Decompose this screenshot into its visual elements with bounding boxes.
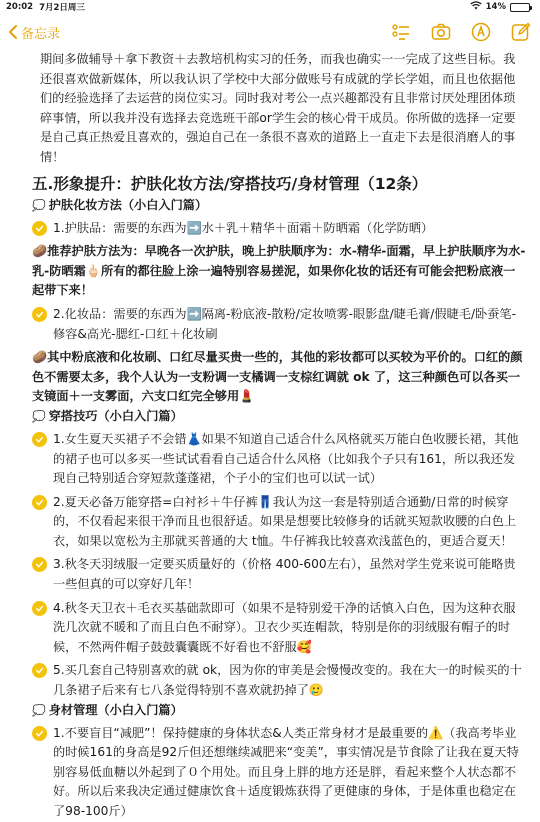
battery-icon [510,3,530,12]
checklist-item-text: 2.化妆品：需要的东西为➡️隔离-粉底液-散粉/定妆喷雾-眼影盘/睫毛膏/假睫毛/卧蚕笔-修容&高光-腮红-口红＋化妆刷 [53,306,517,341]
checklist-item [32,493,526,552]
note-body[interactable] [0,50,540,818]
subheading-outfits [32,407,526,426]
checklist-icon [391,22,411,42]
subheading-label: 护肤化妆方法（小白入门篇） [48,197,208,212]
status-time: 20:02 [6,2,34,12]
checklist-item [32,555,526,594]
checked-circle-icon[interactable] [32,307,47,322]
checklist-item [32,724,526,822]
checklist-item-text: 2.夏天必备万能穿搭=白衬衫＋牛仔裤👖我认为这一套是特别适合通勤/日常的时候穿的，不仅看起来很干净而且也很舒适。如果是想要比较修身的话就买短款收腰的白色上衣，如果以宽松为主那就买普通的大 t恤。牛仔裤我比较喜欢浅蓝色的，更适合夏天！ [53,494,517,548]
checklist-item-text: 3.秋冬天羽绒服一定要买质量好的（价格 400-600左右），虽然对学生党来说可能略贵一些但真的可以穿好几年！ [53,557,516,592]
status-date: 7月2日周三 [39,3,85,13]
checklist-item [32,219,526,239]
speech-bubble-icon: 💭 [32,409,46,423]
checked-circle-icon[interactable] [32,221,47,236]
section-title: 五.形象提升：护肤化妆方法/穿搭技巧/身材管理（12条） [32,174,428,193]
checklist-button[interactable] [390,21,412,43]
compose-icon [511,22,531,42]
checklist-item-text: 1.女生夏天买裙子不会错👗如果不知道自己适合什么风格就买万能白色收腰长裙，其他的裙子也可以多买一些试试看看自己适合什么风格（比如我个子只有161，所以我还发现自己特别适合穿短款蓬蓬裙，个子小的宝们也可以试一试） [53,431,519,486]
checked-circle-icon[interactable] [32,601,47,616]
status-right [470,1,530,13]
pen-markup-icon [471,22,491,42]
subheading-label: 穿搭技巧（小白入门篇） [48,408,183,423]
wifi-icon [470,1,482,13]
checked-circle-icon[interactable] [32,495,47,510]
camera-icon [431,22,451,42]
checklist-item-text: 1.不要盲目“减肥”！保持健康的身体状态&人类正常身材才是最重要的⚠️（我高考毕业的时候161的身高是92斤但还想继续减肥来“变美”，事实情况是节食除了让我在夏天特别容易低血糖以外起到了０个用处。而且身上胖的地方还是胖，看起来整个人状态都不好。所以后来我决定通过健康饮食＋适度锻炼获得了更健康的身体，于是体重也稳定在了98-100斤） [53,725,519,818]
camera-button[interactable] [430,21,452,43]
back-button[interactable] [8,23,60,42]
checked-circle-icon[interactable] [32,557,47,572]
checklist-item [32,430,526,489]
status-bar [0,0,540,14]
checklist-item [32,661,526,700]
speech-bubble-icon: 💭 [32,703,46,717]
battery-percent: 14% [485,2,506,12]
checklist-item-text: 4.秋冬天卫衣＋毛衣买基础款即可（如果不是特别爱干净的话慎入白色，因为这种衣服洗几次就不暖和了而且白色不耐穿）。卫衣少买连帽款，特别是你的羽绒服有帽子的时候，不然两件帽子鼓鼓囊囊既不好看也不舒服🥰 [53,600,516,654]
subheading-body [32,701,526,720]
toolbar [0,16,540,48]
tip-paragraph: 🥔推荐护肤方法为：早晚各一次护肤，晚上护肤顺序为：水-精华-面霜，早上护肤顺序为水-乳-防晒霜🖕🏻所有的都往脸上涂一遍特别容易搓泥，如果你化妆的话还有可能会把粉底液一起带下来！ [32,244,526,298]
checklist-item-text: 5.买几套自己特别喜欢的就 ok，因为你的审美是会慢慢改变的。我在大一的时候买的十几条裙子后来有七八条觉得特别不喜欢就扔掉了🥲 [53,663,522,698]
chevron-left-icon [8,25,18,39]
markup-button[interactable] [470,21,492,43]
back-label: 备忘录 [21,26,61,42]
compose-button[interactable] [510,21,532,43]
speech-bubble-icon: 💭 [32,198,46,212]
note-paragraph: 期间多做辅导＋拿下教资＋去教培机构实习的任务，而我也确实一一完成了这些目标。我还很喜欢做新媒体，所以我认识了学校中大部分做账号有成就的学长学姐，而且也依据他们的经验选择了去运营的岗位实习。同时我对考公一点兴趣都没有且非常讨厌处理团体琐碎事情，所以我并没有选择去竞选班干部or学生会的核心骨干成员。你所做的选择一定要是自己真正热爱且喜欢的，强迫自己在一条很不喜欢的道路上一直走下去是很消磨人的事情！ [40,52,516,164]
checklist-item-text: 1.护肤品：需要的东西为➡️水＋乳＋精华＋面霜＋防晒霜（化学防晒） [53,220,434,235]
tip-paragraph: 🥔其中粉底液和化妆刷、口红尽量买贵一些的，其他的彩妆都可以买较为平价的。口红的颜色不需要太多，我个人认为一支粉调一支橘调一支棕红调就 ok 了，这三种颜色可以各买一支镜面＋一支雾面，六支口红完全够用💄 [32,350,523,404]
checked-circle-icon[interactable] [32,663,47,678]
subheading-skincare [32,196,526,215]
checklist-item [32,599,526,658]
checklist-item [32,305,526,344]
subheading-label: 身材管理（小白入门篇） [48,702,183,717]
checked-circle-icon[interactable] [32,432,47,447]
checked-circle-icon[interactable] [32,726,47,741]
toolbar-tools [390,21,532,43]
